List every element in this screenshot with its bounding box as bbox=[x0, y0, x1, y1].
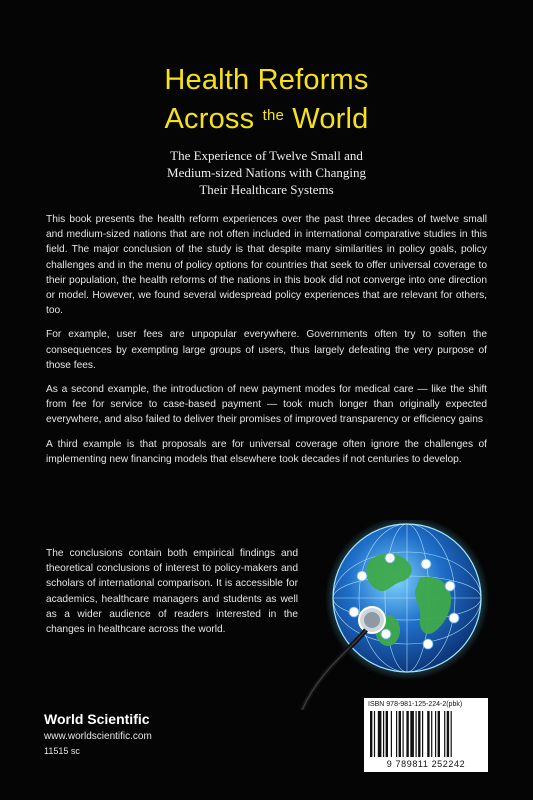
title-word-the: the bbox=[262, 107, 285, 124]
title-line-2 bbox=[0, 98, 533, 137]
product-code: 11515 sc bbox=[44, 746, 80, 756]
publisher-url: www.worldscientific.com bbox=[44, 731, 152, 742]
barcode-label bbox=[364, 698, 488, 772]
title-word-world: World bbox=[292, 103, 369, 135]
book-title bbox=[0, 62, 533, 137]
title-word-across: Across bbox=[164, 103, 255, 135]
barcode-image bbox=[368, 711, 484, 759]
subtitle-line-3: Their Healthcare Systems bbox=[199, 182, 334, 197]
isbn-text: ISBN 978-981-125-224-2(pbk) bbox=[368, 701, 463, 708]
blurb-paragraph-3: As a second example, the introduction of new payment modes for medical care — like the shift from fee for service to case-based payment — took much longer than originally expected everywhere, and also failed to deliver their promises of improved transparency or efficiency gains bbox=[46, 384, 487, 426]
blurb-paragraph-1: This book presents the health reform experiences over the past three decades of twelve small and medium-sized nations that are not often included in international comparative studies in this field. The major conclusion of the study is that despite many similarities in policy goals, policy challenges and in the menu of policy options for countries that seek to offer universal coverage to their population, the health reforms of the nations in this book did not converge into one direction or model. However, we found several widespread policy experiences that are relevant for others, too. bbox=[46, 214, 487, 317]
blurb-paragraph-4: A third example is that proposals are for universal coverage often ignore the challenges of implementing new financing models that elsewhere took decades if not centuries to develop. bbox=[46, 438, 487, 465]
barcode-number: 9 789811 252242 bbox=[386, 759, 466, 769]
blurb-closing-paragraph: The conclusions contain both empirical findings and theoretical conclusions of interest to policy-makers and scholars of international comparison. It is accessible for academics, healthcare managers and students as well as a wider audience of readers interested in the changes in healthcare across the world. bbox=[46, 548, 298, 636]
globe-with-stethoscope-image bbox=[250, 520, 500, 710]
blurb-body bbox=[46, 212, 487, 476]
title-line-1: Health Reforms bbox=[164, 64, 369, 96]
subtitle-line-2: Medium-sized Nations with Changing bbox=[167, 165, 366, 180]
blurb-paragraph-2: For example, user fees are unpopular everywhere. Governments often try to soften the consequences by exempting large groups of users, thus largely defeating the very purpose of those fees. bbox=[46, 329, 487, 371]
book-subtitle bbox=[0, 147, 533, 198]
publisher-name: World Scientific bbox=[44, 711, 150, 727]
subtitle-line-1: The Experience of Twelve Small and bbox=[170, 148, 363, 163]
